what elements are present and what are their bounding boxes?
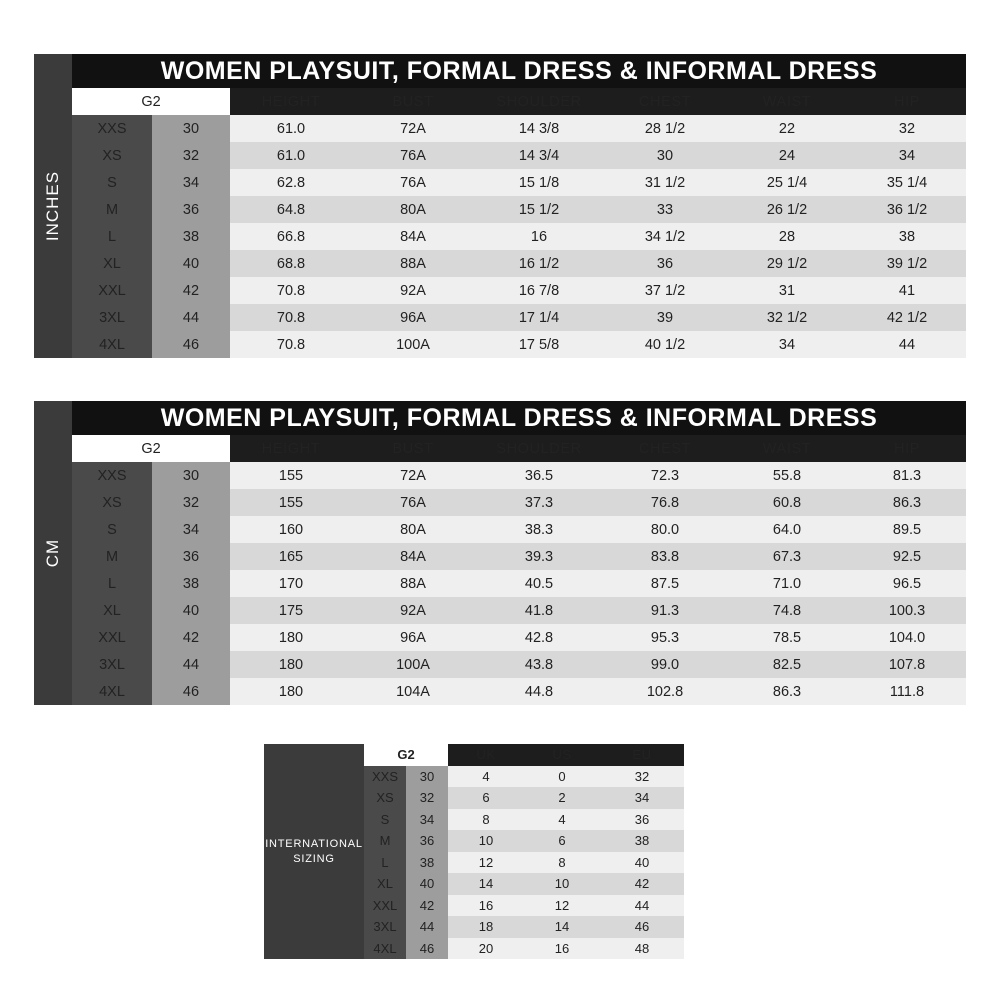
intl-cell-value: 14 bbox=[448, 873, 524, 895]
cell-measurement: 96A bbox=[352, 624, 474, 651]
cell-measurement: 84A bbox=[352, 543, 474, 570]
cell-size-name: 3XL bbox=[72, 304, 152, 331]
intl-cell-value: 4 bbox=[524, 809, 600, 831]
intl-cell-size-name: 3XL bbox=[364, 916, 406, 938]
chart-title-cm: WOMEN PLAYSUIT, FORMAL DRESS & INFORMAL DRESS bbox=[72, 401, 966, 435]
chart-title-inches: WOMEN PLAYSUIT, FORMAL DRESS & INFORMAL DRESS bbox=[72, 54, 966, 88]
table-header-row bbox=[72, 88, 966, 115]
intl-cell-value: 0 bbox=[524, 766, 600, 788]
cell-measurement: 26 1/2 bbox=[726, 196, 848, 223]
intl-cell-g2: 42 bbox=[406, 895, 448, 917]
cell-measurement: 41 bbox=[848, 277, 966, 304]
intl-cell-value: 12 bbox=[448, 852, 524, 874]
unit-label-cm bbox=[34, 401, 72, 705]
cell-size-name: L bbox=[72, 223, 152, 250]
cell-g2: 32 bbox=[152, 489, 230, 516]
cell-measurement: 175 bbox=[230, 597, 352, 624]
cell-measurement: 83.8 bbox=[604, 543, 726, 570]
column-header-shoulder: SHOULDER bbox=[474, 88, 604, 115]
cell-measurement: 37 1/2 bbox=[604, 277, 726, 304]
intl-cell-size-name: S bbox=[364, 809, 406, 831]
international-table-row bbox=[364, 852, 684, 874]
cell-measurement: 100A bbox=[352, 331, 474, 358]
column-header-hip: HIP bbox=[848, 435, 966, 462]
intl-cell-g2: 44 bbox=[406, 916, 448, 938]
table-row bbox=[72, 169, 966, 196]
cell-measurement: 22 bbox=[726, 115, 848, 142]
intl-cell-g2: 40 bbox=[406, 873, 448, 895]
cell-measurement: 36 bbox=[604, 250, 726, 277]
intl-cell-value: 40 bbox=[600, 852, 684, 874]
cell-measurement: 61.0 bbox=[230, 142, 352, 169]
cell-measurement: 25 1/4 bbox=[726, 169, 848, 196]
international-table-row bbox=[364, 873, 684, 895]
chart-body-inches bbox=[72, 54, 966, 358]
cell-measurement: 68.8 bbox=[230, 250, 352, 277]
cell-measurement: 17 5/8 bbox=[474, 331, 604, 358]
international-header-row bbox=[364, 744, 684, 766]
intl-column-header-uk: UK bbox=[448, 744, 524, 766]
cell-measurement: 111.8 bbox=[848, 678, 966, 705]
intl-cell-value: 46 bbox=[600, 916, 684, 938]
table-row bbox=[72, 277, 966, 304]
cell-g2: 38 bbox=[152, 570, 230, 597]
cell-measurement: 44.8 bbox=[474, 678, 604, 705]
cell-measurement: 42 1/2 bbox=[848, 304, 966, 331]
cell-measurement: 100.3 bbox=[848, 597, 966, 624]
cell-measurement: 155 bbox=[230, 462, 352, 489]
cell-g2: 46 bbox=[152, 331, 230, 358]
cell-g2: 34 bbox=[152, 169, 230, 196]
cell-measurement: 71.0 bbox=[726, 570, 848, 597]
cell-measurement: 180 bbox=[230, 624, 352, 651]
cell-g2: 46 bbox=[152, 678, 230, 705]
intl-cell-size-name: M bbox=[364, 830, 406, 852]
cell-g2: 30 bbox=[152, 462, 230, 489]
column-header-chest: CHEST bbox=[604, 435, 726, 462]
cell-measurement: 32 bbox=[848, 115, 966, 142]
cell-measurement: 89.5 bbox=[848, 516, 966, 543]
cell-measurement: 70.8 bbox=[230, 277, 352, 304]
cell-measurement: 34 bbox=[726, 331, 848, 358]
cell-measurement: 99.0 bbox=[604, 651, 726, 678]
cell-measurement: 180 bbox=[230, 678, 352, 705]
cell-measurement: 76A bbox=[352, 489, 474, 516]
cell-measurement: 39 1/2 bbox=[848, 250, 966, 277]
cell-measurement: 15 1/8 bbox=[474, 169, 604, 196]
intl-cell-g2: 38 bbox=[406, 852, 448, 874]
cell-measurement: 86.3 bbox=[848, 489, 966, 516]
cell-measurement: 80A bbox=[352, 516, 474, 543]
cell-measurement: 14 3/8 bbox=[474, 115, 604, 142]
cell-size-name: XL bbox=[72, 250, 152, 277]
column-header-g2: G2 bbox=[72, 88, 230, 115]
cell-measurement: 60.8 bbox=[726, 489, 848, 516]
intl-cell-g2: 30 bbox=[406, 766, 448, 788]
cell-measurement: 36 1/2 bbox=[848, 196, 966, 223]
cell-measurement: 88A bbox=[352, 570, 474, 597]
intl-cell-value: 34 bbox=[600, 787, 684, 809]
international-table-row bbox=[364, 809, 684, 831]
cell-measurement: 92.5 bbox=[848, 543, 966, 570]
table-row bbox=[72, 331, 966, 358]
cell-g2: 38 bbox=[152, 223, 230, 250]
cell-g2: 40 bbox=[152, 597, 230, 624]
cell-measurement: 102.8 bbox=[604, 678, 726, 705]
cell-g2: 36 bbox=[152, 196, 230, 223]
table-row bbox=[72, 196, 966, 223]
table-row bbox=[72, 516, 966, 543]
cell-measurement: 170 bbox=[230, 570, 352, 597]
intl-column-header-eu: EU bbox=[600, 744, 684, 766]
cell-measurement: 160 bbox=[230, 516, 352, 543]
table-row bbox=[72, 462, 966, 489]
cell-measurement: 104.0 bbox=[848, 624, 966, 651]
cell-g2: 44 bbox=[152, 651, 230, 678]
cell-g2: 34 bbox=[152, 516, 230, 543]
intl-cell-value: 8 bbox=[524, 852, 600, 874]
international-table-row bbox=[364, 787, 684, 809]
table-row bbox=[72, 624, 966, 651]
cell-measurement: 96A bbox=[352, 304, 474, 331]
cell-measurement: 76A bbox=[352, 169, 474, 196]
intl-cell-value: 6 bbox=[448, 787, 524, 809]
cell-g2: 32 bbox=[152, 142, 230, 169]
intl-cell-value: 20 bbox=[448, 938, 524, 960]
cell-measurement: 38 bbox=[848, 223, 966, 250]
cell-measurement: 24 bbox=[726, 142, 848, 169]
table-row bbox=[72, 304, 966, 331]
cell-size-name: XL bbox=[72, 597, 152, 624]
cell-size-name: S bbox=[72, 516, 152, 543]
column-header-chest: CHEST bbox=[604, 88, 726, 115]
international-table-row bbox=[364, 766, 684, 788]
cell-measurement: 32 1/2 bbox=[726, 304, 848, 331]
cell-g2: 36 bbox=[152, 543, 230, 570]
intl-cell-size-name: 4XL bbox=[364, 938, 406, 960]
cell-measurement: 40 1/2 bbox=[604, 331, 726, 358]
cell-measurement: 34 bbox=[848, 142, 966, 169]
cell-measurement: 74.8 bbox=[726, 597, 848, 624]
cell-measurement: 78.5 bbox=[726, 624, 848, 651]
intl-cell-value: 10 bbox=[448, 830, 524, 852]
cell-size-name: XS bbox=[72, 142, 152, 169]
cell-measurement: 42.8 bbox=[474, 624, 604, 651]
cell-size-name: L bbox=[72, 570, 152, 597]
column-header-height: HEIGHT bbox=[230, 88, 352, 115]
cell-measurement: 39 bbox=[604, 304, 726, 331]
size-table-inches bbox=[72, 88, 966, 358]
cell-measurement: 44 bbox=[848, 331, 966, 358]
cell-measurement: 33 bbox=[604, 196, 726, 223]
table-row bbox=[72, 223, 966, 250]
cell-measurement: 64.8 bbox=[230, 196, 352, 223]
cell-measurement: 80A bbox=[352, 196, 474, 223]
cell-size-name: XXS bbox=[72, 462, 152, 489]
intl-cell-value: 18 bbox=[448, 916, 524, 938]
cell-measurement: 87.5 bbox=[604, 570, 726, 597]
cell-measurement: 41.8 bbox=[474, 597, 604, 624]
chart-body-cm bbox=[72, 401, 966, 705]
table-row bbox=[72, 489, 966, 516]
cell-measurement: 76A bbox=[352, 142, 474, 169]
international-table-row bbox=[364, 895, 684, 917]
cell-measurement: 61.0 bbox=[230, 115, 352, 142]
cell-g2: 44 bbox=[152, 304, 230, 331]
cell-measurement: 76.8 bbox=[604, 489, 726, 516]
cell-measurement: 67.3 bbox=[726, 543, 848, 570]
cell-g2: 30 bbox=[152, 115, 230, 142]
cell-measurement: 31 bbox=[726, 277, 848, 304]
cell-measurement: 15 1/2 bbox=[474, 196, 604, 223]
cell-measurement: 72.3 bbox=[604, 462, 726, 489]
cell-measurement: 84A bbox=[352, 223, 474, 250]
cell-measurement: 43.8 bbox=[474, 651, 604, 678]
international-sizing-block bbox=[264, 744, 684, 959]
cell-size-name: XXL bbox=[72, 277, 152, 304]
cell-size-name: 4XL bbox=[72, 678, 152, 705]
cell-measurement: 165 bbox=[230, 543, 352, 570]
table-row bbox=[72, 597, 966, 624]
intl-cell-g2: 32 bbox=[406, 787, 448, 809]
intl-column-header-us: US bbox=[524, 744, 600, 766]
column-header-hip: HIP bbox=[848, 88, 966, 115]
intl-cell-value: 38 bbox=[600, 830, 684, 852]
cell-measurement: 86.3 bbox=[726, 678, 848, 705]
table-header-row bbox=[72, 435, 966, 462]
cell-measurement: 180 bbox=[230, 651, 352, 678]
cell-measurement: 100A bbox=[352, 651, 474, 678]
column-header-shoulder: SHOULDER bbox=[474, 435, 604, 462]
cell-size-name: 3XL bbox=[72, 651, 152, 678]
cell-measurement: 91.3 bbox=[604, 597, 726, 624]
international-table-row bbox=[364, 830, 684, 852]
intl-column-header-g2: G2 bbox=[364, 744, 448, 766]
cell-measurement: 92A bbox=[352, 277, 474, 304]
intl-cell-value: 14 bbox=[524, 916, 600, 938]
unit-label-inches-text: INCHES bbox=[43, 170, 63, 242]
cell-measurement: 37.3 bbox=[474, 489, 604, 516]
cell-measurement: 104A bbox=[352, 678, 474, 705]
cell-measurement: 17 1/4 bbox=[474, 304, 604, 331]
cell-measurement: 55.8 bbox=[726, 462, 848, 489]
column-header-g2: G2 bbox=[72, 435, 230, 462]
column-header-waist: WAIST bbox=[726, 88, 848, 115]
cell-measurement: 36.5 bbox=[474, 462, 604, 489]
cell-measurement: 92A bbox=[352, 597, 474, 624]
international-sizing-label-line1: INTERNATIONAL bbox=[265, 837, 363, 850]
cell-measurement: 72A bbox=[352, 462, 474, 489]
cell-size-name: M bbox=[72, 196, 152, 223]
cell-measurement: 70.8 bbox=[230, 304, 352, 331]
intl-cell-size-name: XXS bbox=[364, 766, 406, 788]
table-row bbox=[72, 678, 966, 705]
size-chart-cm bbox=[34, 401, 966, 705]
cell-measurement: 29 1/2 bbox=[726, 250, 848, 277]
column-header-height: HEIGHT bbox=[230, 435, 352, 462]
intl-cell-value: 12 bbox=[524, 895, 600, 917]
international-sizing-label-line2: SIZING bbox=[293, 852, 335, 865]
cell-measurement: 95.3 bbox=[604, 624, 726, 651]
intl-cell-value: 10 bbox=[524, 873, 600, 895]
column-header-bust: BUST bbox=[352, 435, 474, 462]
cell-size-name: XXL bbox=[72, 624, 152, 651]
cell-measurement: 88A bbox=[352, 250, 474, 277]
international-sizing-label bbox=[264, 744, 364, 959]
cell-measurement: 28 1/2 bbox=[604, 115, 726, 142]
international-table-row bbox=[364, 916, 684, 938]
cell-size-name: M bbox=[72, 543, 152, 570]
cell-measurement: 81.3 bbox=[848, 462, 966, 489]
table-row bbox=[72, 651, 966, 678]
cell-measurement: 30 bbox=[604, 142, 726, 169]
intl-cell-value: 36 bbox=[600, 809, 684, 831]
cell-measurement: 28 bbox=[726, 223, 848, 250]
intl-cell-g2: 46 bbox=[406, 938, 448, 960]
table-row bbox=[72, 543, 966, 570]
cell-measurement: 38.3 bbox=[474, 516, 604, 543]
intl-cell-value: 44 bbox=[600, 895, 684, 917]
cell-g2: 42 bbox=[152, 277, 230, 304]
size-table-cm bbox=[72, 435, 966, 705]
cell-measurement: 72A bbox=[352, 115, 474, 142]
cell-measurement: 66.8 bbox=[230, 223, 352, 250]
column-header-bust: BUST bbox=[352, 88, 474, 115]
cell-measurement: 107.8 bbox=[848, 651, 966, 678]
cell-measurement: 35 1/4 bbox=[848, 169, 966, 196]
intl-cell-value: 4 bbox=[448, 766, 524, 788]
intl-cell-g2: 34 bbox=[406, 809, 448, 831]
cell-measurement: 64.0 bbox=[726, 516, 848, 543]
intl-cell-value: 16 bbox=[448, 895, 524, 917]
intl-cell-value: 2 bbox=[524, 787, 600, 809]
cell-g2: 42 bbox=[152, 624, 230, 651]
cell-measurement: 96.5 bbox=[848, 570, 966, 597]
table-row bbox=[72, 250, 966, 277]
intl-cell-size-name: XS bbox=[364, 787, 406, 809]
cell-measurement: 16 1/2 bbox=[474, 250, 604, 277]
cell-measurement: 70.8 bbox=[230, 331, 352, 358]
intl-cell-g2: 36 bbox=[406, 830, 448, 852]
cell-measurement: 14 3/4 bbox=[474, 142, 604, 169]
column-header-waist: WAIST bbox=[726, 435, 848, 462]
cell-size-name: S bbox=[72, 169, 152, 196]
international-sizing-table bbox=[364, 744, 684, 959]
table-row bbox=[72, 142, 966, 169]
cell-measurement: 62.8 bbox=[230, 169, 352, 196]
unit-label-inches bbox=[34, 54, 72, 358]
intl-cell-value: 32 bbox=[600, 766, 684, 788]
cell-size-name: XXS bbox=[72, 115, 152, 142]
intl-cell-size-name: XXL bbox=[364, 895, 406, 917]
cell-measurement: 16 7/8 bbox=[474, 277, 604, 304]
cell-measurement: 16 bbox=[474, 223, 604, 250]
cell-measurement: 80.0 bbox=[604, 516, 726, 543]
cell-measurement: 34 1/2 bbox=[604, 223, 726, 250]
intl-cell-value: 16 bbox=[524, 938, 600, 960]
cell-g2: 40 bbox=[152, 250, 230, 277]
table-row bbox=[72, 115, 966, 142]
intl-cell-value: 8 bbox=[448, 809, 524, 831]
cell-measurement: 39.3 bbox=[474, 543, 604, 570]
size-chart-inches bbox=[34, 54, 966, 358]
unit-label-cm-text: CM bbox=[42, 538, 62, 568]
intl-cell-value: 48 bbox=[600, 938, 684, 960]
intl-cell-value: 6 bbox=[524, 830, 600, 852]
intl-cell-value: 42 bbox=[600, 873, 684, 895]
cell-measurement: 40.5 bbox=[474, 570, 604, 597]
intl-cell-size-name: L bbox=[364, 852, 406, 874]
cell-measurement: 155 bbox=[230, 489, 352, 516]
intl-cell-size-name: XL bbox=[364, 873, 406, 895]
cell-measurement: 82.5 bbox=[726, 651, 848, 678]
cell-measurement: 31 1/2 bbox=[604, 169, 726, 196]
table-row bbox=[72, 570, 966, 597]
cell-size-name: XS bbox=[72, 489, 152, 516]
international-table-row bbox=[364, 938, 684, 960]
cell-size-name: 4XL bbox=[72, 331, 152, 358]
